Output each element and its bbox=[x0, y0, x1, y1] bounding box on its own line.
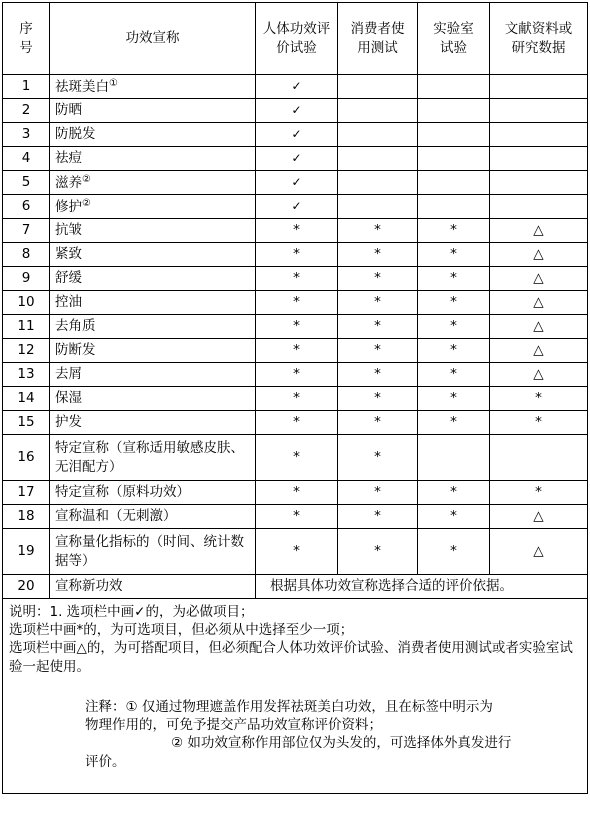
mark-human: * bbox=[256, 267, 338, 291]
row-number: 15 bbox=[3, 411, 50, 435]
mark-consumer: * bbox=[338, 243, 418, 267]
claim-text: 宣称温和（无刺激） bbox=[55, 508, 177, 525]
table-row bbox=[3, 575, 588, 599]
mark-human: ✓ bbox=[256, 147, 338, 171]
mark-lit bbox=[490, 99, 588, 123]
table-row bbox=[3, 363, 588, 387]
mark-consumer: * bbox=[338, 339, 418, 363]
claim-name bbox=[50, 363, 256, 387]
mark-lab bbox=[418, 147, 490, 171]
claim-text: 控油 bbox=[55, 294, 82, 311]
row-number: 8 bbox=[3, 243, 50, 267]
mark-lit bbox=[490, 195, 588, 219]
claim-text: 保湿 bbox=[55, 390, 82, 407]
claim-name bbox=[50, 339, 256, 363]
footnote-mark: ① bbox=[109, 77, 118, 89]
mark-consumer: * bbox=[338, 291, 418, 315]
claim-name bbox=[50, 147, 256, 171]
claim-name bbox=[50, 123, 256, 147]
mark-lab: * bbox=[418, 481, 490, 505]
mark-human: * bbox=[256, 505, 338, 529]
mark-lab: * bbox=[418, 291, 490, 315]
header-row bbox=[3, 3, 588, 75]
row-number: 13 bbox=[3, 363, 50, 387]
table-row bbox=[3, 147, 588, 171]
row-number: 9 bbox=[3, 267, 50, 291]
mark-lab: * bbox=[418, 267, 490, 291]
mark-lit bbox=[490, 435, 588, 481]
mark-human: * bbox=[256, 291, 338, 315]
table-row bbox=[3, 411, 588, 435]
table-row bbox=[3, 75, 588, 99]
header-human-test: 人体功效评价试验 bbox=[256, 3, 338, 75]
table-row bbox=[3, 99, 588, 123]
table-row bbox=[3, 339, 588, 363]
mark-lit: △ bbox=[490, 291, 588, 315]
claim-text: 紧致 bbox=[55, 246, 82, 263]
row-number: 5 bbox=[3, 171, 50, 195]
mark-lab bbox=[418, 435, 490, 481]
mark-human: ✓ bbox=[256, 99, 338, 123]
mark-consumer: * bbox=[338, 411, 418, 435]
mark-human: * bbox=[256, 387, 338, 411]
claim-name bbox=[50, 267, 256, 291]
mark-lab bbox=[418, 195, 490, 219]
mark-human: * bbox=[256, 315, 338, 339]
row-number: 17 bbox=[3, 481, 50, 505]
notes-cell bbox=[3, 599, 588, 794]
claim-name bbox=[50, 75, 256, 99]
table-row bbox=[3, 243, 588, 267]
row-number: 7 bbox=[3, 219, 50, 243]
mark-consumer bbox=[338, 195, 418, 219]
mark-lit bbox=[490, 75, 588, 99]
table-row bbox=[3, 481, 588, 505]
claim-text: 抗皱 bbox=[55, 222, 82, 239]
table-row bbox=[3, 171, 588, 195]
table-row bbox=[3, 267, 588, 291]
footnote-mark: ② bbox=[82, 173, 91, 185]
claim-name bbox=[50, 171, 256, 195]
note-ann1: 注释：① 仅通过物理遮盖作用发挥祛斑美白功效，且在标签中明示为 bbox=[85, 698, 493, 715]
mark-human: * bbox=[256, 219, 338, 243]
mark-human: * bbox=[256, 435, 338, 481]
mark-consumer: * bbox=[338, 529, 418, 575]
mark-lab: * bbox=[418, 387, 490, 411]
mark-human: * bbox=[256, 481, 338, 505]
mark-lit: * bbox=[490, 481, 588, 505]
table-row bbox=[3, 387, 588, 411]
claim-name bbox=[50, 195, 256, 219]
row-number: 4 bbox=[3, 147, 50, 171]
claim-text: 去屑 bbox=[55, 366, 82, 383]
row-number: 19 bbox=[3, 529, 50, 575]
table-row bbox=[3, 195, 588, 219]
note-line3: 选项栏中画△的，为可搭配项目，但必须配合人体功效评价试验、消费者使用测试或者实验室试验一起使用。 bbox=[9, 640, 573, 675]
claim-text: 滋养 bbox=[55, 174, 82, 191]
claim-name bbox=[50, 99, 256, 123]
header-claim: 功效宣称 bbox=[50, 3, 256, 75]
claim-name bbox=[50, 505, 256, 529]
table-row bbox=[3, 123, 588, 147]
table-row bbox=[3, 505, 588, 529]
row-number: 3 bbox=[3, 123, 50, 147]
claim-text: 修护 bbox=[55, 198, 82, 215]
row-number: 20 bbox=[3, 575, 50, 599]
row-number: 18 bbox=[3, 505, 50, 529]
row-number: 10 bbox=[3, 291, 50, 315]
mark-lit: △ bbox=[490, 529, 588, 575]
mark-consumer: * bbox=[338, 267, 418, 291]
header-literature: 文献资料或研究数据 bbox=[490, 3, 588, 75]
table-row bbox=[3, 315, 588, 339]
note-line1: 说明：1. 选项栏中画✓的，为必做项目； bbox=[9, 604, 254, 620]
mark-consumer: * bbox=[338, 435, 418, 481]
mark-human: * bbox=[256, 529, 338, 575]
mark-lit bbox=[490, 147, 588, 171]
mark-human: * bbox=[256, 363, 338, 387]
mark-lit bbox=[490, 123, 588, 147]
mark-consumer: * bbox=[338, 219, 418, 243]
mark-lit: △ bbox=[490, 339, 588, 363]
row-number: 2 bbox=[3, 99, 50, 123]
mark-consumer bbox=[338, 123, 418, 147]
claim-text: 特定宣称（宣称适用敏感皮肤、无泪配方） bbox=[55, 440, 244, 475]
claim-text: 特定宣称（原料功效） bbox=[55, 484, 190, 501]
mark-human: ✓ bbox=[256, 75, 338, 99]
mark-lab bbox=[418, 171, 490, 195]
mark-consumer: * bbox=[338, 363, 418, 387]
mark-lab: * bbox=[418, 339, 490, 363]
mark-consumer bbox=[338, 75, 418, 99]
claim-text: 去角质 bbox=[55, 318, 96, 335]
mark-lit: △ bbox=[490, 315, 588, 339]
mark-consumer: * bbox=[338, 481, 418, 505]
mark-lit: * bbox=[490, 411, 588, 435]
claim-text: 防脱发 bbox=[55, 126, 96, 143]
row-number: 6 bbox=[3, 195, 50, 219]
claim-name bbox=[50, 481, 256, 505]
row-number: 12 bbox=[3, 339, 50, 363]
mark-lab: * bbox=[418, 505, 490, 529]
mark-consumer bbox=[338, 99, 418, 123]
claim-text: 祛斑美白 bbox=[55, 78, 109, 95]
claim-name bbox=[50, 435, 256, 481]
claim-name bbox=[50, 529, 256, 575]
table-row bbox=[3, 219, 588, 243]
row-number: 16 bbox=[3, 435, 50, 481]
mark-consumer bbox=[338, 147, 418, 171]
mark-consumer bbox=[338, 171, 418, 195]
mark-lab: * bbox=[418, 363, 490, 387]
note-line2: 选项栏中画*的，为可选项目，但必须从中选择至少一项； bbox=[9, 622, 354, 639]
claim-name bbox=[50, 291, 256, 315]
mark-lab: * bbox=[418, 315, 490, 339]
claim-text: 舒缓 bbox=[55, 270, 82, 287]
claim-name bbox=[50, 387, 256, 411]
mark-human: * bbox=[256, 411, 338, 435]
mark-lab bbox=[418, 99, 490, 123]
merged-basis-cell: 根据具体功效宣称选择合适的评价依据。 bbox=[256, 575, 588, 599]
claim-name bbox=[50, 411, 256, 435]
mark-human: ✓ bbox=[256, 171, 338, 195]
efficacy-claim-table bbox=[2, 2, 588, 794]
mark-lit: △ bbox=[490, 219, 588, 243]
mark-lab: * bbox=[418, 411, 490, 435]
mark-lab bbox=[418, 75, 490, 99]
header-consumer-test: 消费者使用测试 bbox=[338, 3, 418, 75]
mark-consumer: * bbox=[338, 505, 418, 529]
mark-human: * bbox=[256, 339, 338, 363]
notes-row bbox=[3, 599, 588, 794]
mark-lit: * bbox=[490, 387, 588, 411]
note-ann2b: 评价。 bbox=[85, 753, 126, 770]
mark-lab: * bbox=[418, 529, 490, 575]
note-ann2: ② 如功效宣称作用部位仅为头发的，可选择体外真发进行 bbox=[171, 735, 512, 752]
mark-human: * bbox=[256, 243, 338, 267]
header-seq: 序号 bbox=[3, 3, 50, 75]
claim-text: 祛痘 bbox=[55, 150, 82, 167]
mark-human: ✓ bbox=[256, 123, 338, 147]
note-ann1b: 物理作用的，可免予提交产品功效宣称评价资料； bbox=[85, 717, 382, 734]
claim-name: 宣称新功效 bbox=[50, 575, 256, 599]
table-row bbox=[3, 435, 588, 481]
row-number: 14 bbox=[3, 387, 50, 411]
mark-consumer: * bbox=[338, 387, 418, 411]
mark-lit bbox=[490, 171, 588, 195]
header-lab-test: 实验室试验 bbox=[418, 3, 490, 75]
claim-name bbox=[50, 243, 256, 267]
claim-text: 防晒 bbox=[55, 102, 82, 119]
mark-lit: △ bbox=[490, 267, 588, 291]
table-row bbox=[3, 291, 588, 315]
mark-lab: * bbox=[418, 219, 490, 243]
row-number: 1 bbox=[3, 75, 50, 99]
mark-lab: * bbox=[418, 243, 490, 267]
mark-human: ✓ bbox=[256, 195, 338, 219]
claim-text: 护发 bbox=[55, 414, 82, 431]
row-number: 11 bbox=[3, 315, 50, 339]
footnote-mark: ② bbox=[82, 197, 91, 209]
table-row bbox=[3, 529, 588, 575]
claim-name bbox=[50, 315, 256, 339]
mark-lit: △ bbox=[490, 505, 588, 529]
claim-text: 防断发 bbox=[55, 342, 96, 359]
mark-lab bbox=[418, 123, 490, 147]
mark-lit: △ bbox=[490, 363, 588, 387]
claim-text: 宣称量化指标的（时间、统计数据等） bbox=[55, 534, 244, 569]
claim-name bbox=[50, 219, 256, 243]
mark-lit: △ bbox=[490, 243, 588, 267]
mark-consumer: * bbox=[338, 315, 418, 339]
